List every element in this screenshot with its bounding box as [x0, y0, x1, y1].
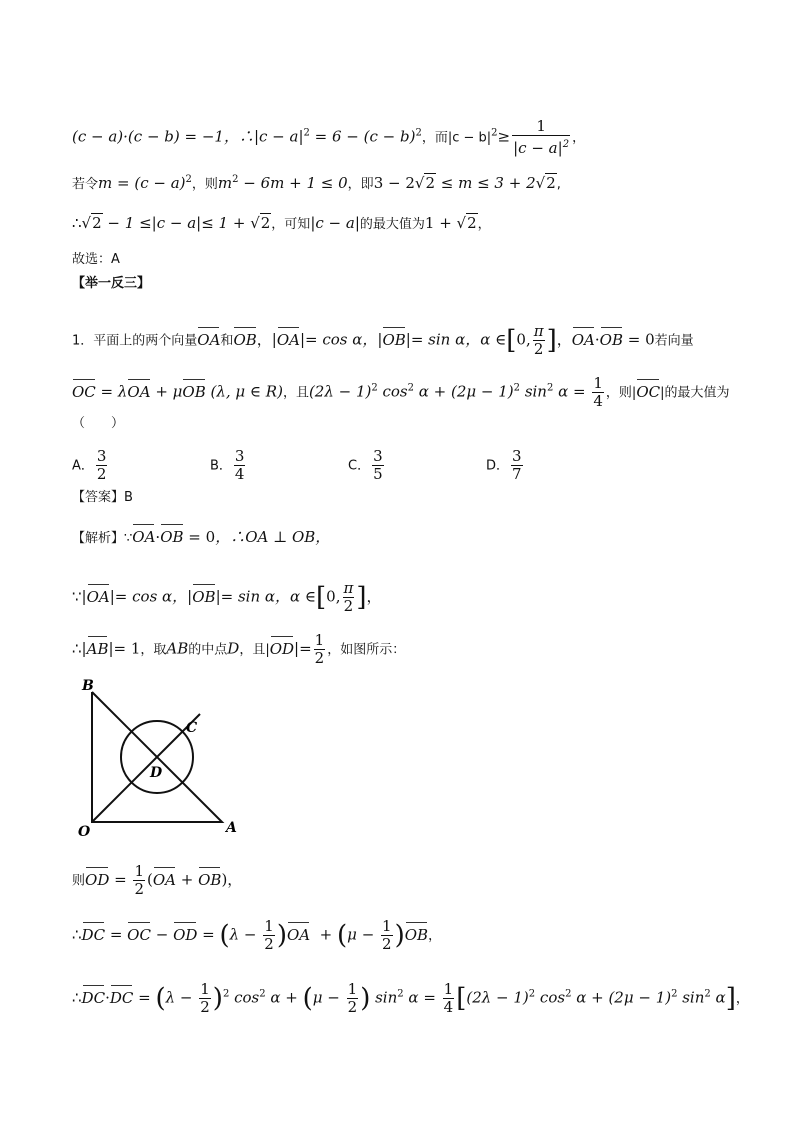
text: 和 [220, 333, 234, 349]
text: ，可知 [271, 217, 311, 232]
vector-oa: OA [571, 330, 595, 349]
sup: 2 [415, 127, 422, 139]
paren: ) [212, 983, 223, 1014]
text: ，而|c − b| [421, 130, 492, 146]
text: ≥ [497, 127, 511, 146]
vector-oa: OA [86, 587, 110, 606]
vector-ob: OB [198, 870, 222, 889]
analysis-line-5: ∴DC = OC − OD = (λ − $\frac{1}{2}$ )OA + (μ − $\frac{1}{2}$ )OB， [72, 917, 442, 953]
text: B． [210, 458, 232, 474]
vector-oa: OA [286, 925, 311, 944]
text: (λ, μ ∈ R) [205, 382, 283, 401]
text: ，且| [239, 642, 270, 658]
text: ∴ [72, 925, 82, 944]
text: (c − a)·(c − b) = −1，∴|c − a| [72, 127, 304, 146]
text: 1 [264, 917, 274, 935]
bracket: ] [725, 983, 736, 1014]
text: 3 [512, 447, 522, 465]
text: D． [486, 458, 510, 474]
text: λ − [229, 925, 262, 944]
vector-ob: OB [192, 587, 216, 606]
section-heading: 【举一反三】 [72, 276, 151, 291]
sqrt [82, 213, 103, 233]
text: + μ [150, 382, 183, 401]
text: , [335, 587, 341, 606]
text: 2 [382, 935, 392, 953]
sup: 2 [513, 382, 521, 394]
bracket: ] [546, 325, 557, 356]
sup: 2 [371, 382, 378, 394]
text: 2 [425, 174, 435, 192]
text: 1 [200, 980, 210, 998]
fraction [443, 981, 455, 1016]
fraction [263, 918, 275, 953]
text: 3 − 2 [373, 174, 415, 192]
text: 4 [593, 392, 603, 410]
text: ， [735, 991, 749, 1007]
fraction [511, 448, 523, 483]
option-d[interactable] [486, 448, 624, 483]
text: cos [535, 988, 566, 1007]
text: π [533, 322, 544, 340]
text: √ [414, 174, 425, 192]
text: = [109, 870, 132, 889]
vector-ob: OB [233, 330, 257, 349]
text: |= [294, 639, 312, 658]
vector-ob: OB [599, 330, 623, 349]
text: C． [348, 458, 371, 474]
paren: ) [360, 983, 371, 1014]
vector-od: OD [173, 925, 198, 944]
text: )， [221, 870, 243, 889]
vector-oc: OC [127, 925, 151, 944]
vector-oa: OA [127, 382, 151, 401]
text: , [525, 330, 531, 349]
fraction [347, 981, 359, 1016]
fraction [199, 981, 211, 1016]
text: A． [72, 458, 94, 474]
text: 2 [533, 340, 544, 358]
sqrt [536, 173, 557, 193]
vector-od: OD [85, 870, 110, 889]
text: 2 [260, 214, 271, 232]
fraction [343, 580, 355, 615]
text: sin [520, 382, 547, 401]
sup: 2 [546, 382, 554, 394]
sup: 2 [185, 174, 192, 185]
text: π [343, 579, 354, 597]
problem-line-2 [72, 375, 729, 410]
vector-ob: OB [160, 528, 184, 546]
label-o: O [78, 824, 91, 840]
text: + [176, 870, 199, 889]
text: 1 [134, 862, 144, 880]
text: 2 [467, 214, 477, 232]
text: = 0 [183, 528, 216, 546]
text: ，即 [347, 177, 374, 192]
sup: 2 [222, 988, 230, 1000]
text: 2 [343, 597, 354, 615]
sup: 2 [565, 988, 572, 1000]
choice-line: 故选：A [72, 252, 120, 267]
vector-ob: OB [382, 330, 406, 349]
sup: 2 [259, 988, 266, 1000]
label-c: C [186, 720, 198, 736]
text: = 0 [623, 330, 655, 349]
text: |= cos α，| [109, 587, 193, 606]
answer-line: 【答案】B [72, 490, 133, 505]
text: 1 [382, 917, 392, 935]
analysis-line-3 [72, 632, 405, 667]
text: |c − a| [513, 139, 563, 157]
text: sin [677, 988, 705, 1007]
text: 若向量 [654, 333, 694, 349]
text: μ − [312, 988, 345, 1007]
problem-line-1 [72, 323, 694, 358]
text: |= sin α，α ∈ [215, 587, 317, 606]
text: |c − a| [310, 214, 360, 232]
geometry-diagram [70, 674, 250, 844]
vector-dc: DC [81, 925, 106, 944]
label-d: D [150, 765, 163, 781]
step-line-1 [72, 118, 585, 157]
paren: ( [337, 920, 348, 951]
text: ∴| [72, 639, 87, 658]
text: = [105, 925, 128, 944]
text: |= cos α，| [299, 330, 383, 349]
text: m [217, 174, 233, 192]
text: 1 + [424, 214, 457, 232]
text: ， [556, 330, 572, 349]
text: 【解析】∵ [72, 531, 133, 546]
text: 1 [314, 631, 325, 649]
text: ， [428, 928, 442, 944]
text: sin [370, 988, 398, 1007]
sup: 2 [704, 988, 711, 1000]
text: ( [147, 870, 153, 889]
fraction [592, 375, 604, 410]
fraction [96, 448, 108, 483]
bracket: ] [356, 582, 367, 613]
text: 2 [92, 214, 102, 232]
text: ，且 [282, 385, 309, 401]
fraction [314, 632, 326, 667]
text: = [197, 925, 220, 944]
text: ，如图所示： [327, 642, 406, 658]
option-b[interactable] [210, 448, 348, 483]
text: 2 [200, 998, 210, 1016]
text: ，∴OA ⊥ OB， [215, 528, 331, 546]
text: √ [535, 174, 546, 192]
option-a[interactable] [72, 448, 210, 483]
sup: 2 [303, 127, 310, 139]
sup: 2 [528, 988, 536, 1000]
text: − [150, 925, 174, 944]
text: 1 [512, 118, 570, 136]
text: α = [553, 382, 591, 401]
sup: 2 [562, 139, 570, 150]
text: 3 [373, 447, 383, 465]
sup: 2 [407, 382, 415, 394]
bracket: [ [316, 582, 327, 613]
text: cos [377, 382, 408, 401]
vector-dc: DC [109, 988, 134, 1007]
text: |= sin α，α ∈ [405, 330, 507, 349]
text: · [594, 330, 600, 349]
vector-dc: DC [81, 988, 106, 1007]
sup: 2 [491, 127, 498, 139]
text: = λ [95, 382, 128, 401]
text: 则 [72, 873, 86, 889]
text: ∵| [72, 587, 87, 606]
text: α + (2μ − 1) [571, 988, 672, 1007]
text: (2λ − 1) [466, 988, 529, 1007]
analysis-line-1 [72, 527, 330, 549]
sup: 2 [397, 988, 404, 1000]
text: √ [456, 214, 467, 232]
step-line-3 [72, 213, 491, 235]
text: (2λ − 1) [308, 382, 372, 401]
text: α = [403, 988, 441, 1007]
text: ， [477, 217, 491, 232]
text: · [155, 528, 161, 546]
options-row [72, 448, 624, 483]
text: ，取 [140, 642, 167, 658]
vector-oa: OA [152, 870, 176, 889]
vector-ob: OB [404, 925, 429, 944]
text: = [133, 988, 156, 1007]
text: 5 [373, 465, 383, 483]
label-b: B [82, 678, 94, 694]
sqrt [457, 213, 478, 233]
text: ∴ [72, 214, 82, 232]
paren: ) [394, 920, 405, 951]
sqrt [415, 173, 436, 193]
text: 2 [134, 880, 144, 898]
vector-oc: OC [72, 382, 96, 401]
text: ≤ m ≤ 3 + 2 [436, 174, 536, 192]
text [512, 136, 570, 157]
analysis-line-6 [72, 981, 749, 1016]
text: |= 1 [108, 639, 141, 658]
text: 1．平面上的两个向量 [72, 333, 198, 349]
fraction [381, 918, 393, 953]
text: AB [166, 639, 189, 658]
vector-oa: OA [197, 330, 221, 349]
vector-oc: OC [636, 382, 661, 401]
text: α + (2μ − 1) [414, 382, 514, 401]
text: 3 [234, 447, 245, 465]
fraction [512, 118, 570, 157]
text: √ [81, 214, 92, 232]
paren: ( [302, 983, 313, 1014]
text: √ [250, 214, 260, 232]
text: D [227, 639, 240, 658]
text: 2 [96, 465, 107, 483]
text: ，则| [605, 385, 637, 401]
option-c[interactable] [348, 448, 486, 483]
text: λ − [165, 988, 198, 1007]
sqrt [250, 213, 271, 233]
text: α [710, 988, 726, 1007]
text: m = (c − a) [98, 174, 186, 192]
text: ∴ [72, 988, 82, 1007]
sup: 2 [232, 174, 239, 185]
text: 1 [443, 980, 454, 998]
text: ，则 [191, 177, 218, 192]
fraction [133, 863, 145, 898]
text: , [556, 177, 561, 192]
text: · [105, 988, 110, 1007]
text: − 1 ≤|c − a|≤ 1 + [102, 214, 251, 232]
paren: ( [219, 920, 230, 951]
fraction [372, 448, 384, 483]
text: 3 [96, 447, 107, 465]
text: = 6 − (c − b) [309, 127, 416, 146]
vector-ob: OB [182, 382, 206, 401]
text: 1 [347, 980, 358, 998]
analysis-line-4 [72, 863, 242, 898]
text: 4 [443, 998, 454, 1016]
text: 的最大值为 [359, 217, 425, 232]
text: 1 [593, 374, 603, 392]
text: 2 [347, 998, 358, 1016]
text: − 6m + 1 ≤ 0 [238, 174, 348, 192]
bracket: [ [506, 325, 517, 356]
text: μ − [347, 925, 380, 944]
vector-oa: OA [276, 330, 300, 349]
paren: ) [276, 920, 287, 951]
step-line-2 [72, 170, 561, 195]
vector-oa: OA [132, 528, 156, 546]
text: 7 [512, 465, 522, 483]
text: 2 [264, 935, 274, 953]
text: 2 [546, 174, 556, 192]
text: 0 [326, 587, 336, 606]
text: ，| [256, 330, 277, 349]
text: α + [265, 988, 303, 1007]
text: 2 [314, 649, 325, 667]
diagonal-ab [92, 714, 200, 822]
analysis-line-2 [72, 580, 382, 615]
vector-od: OD [269, 639, 295, 658]
bracket: [ [456, 983, 467, 1014]
text: 4 [234, 465, 245, 483]
fraction [533, 323, 545, 358]
text: ， [366, 587, 382, 606]
text: 的中点 [188, 642, 228, 658]
label-a: A [226, 820, 237, 836]
text: cos [229, 988, 260, 1007]
sup: 2 [671, 988, 678, 1000]
answer-blank: （ ） [72, 416, 125, 431]
paren: ( [155, 983, 166, 1014]
text: |的最大值为 [660, 385, 730, 401]
vector-ab: AB [86, 639, 109, 658]
text: ， [572, 130, 586, 146]
text: 0 [516, 330, 526, 349]
fraction [234, 448, 246, 483]
text: 若令 [72, 177, 99, 192]
